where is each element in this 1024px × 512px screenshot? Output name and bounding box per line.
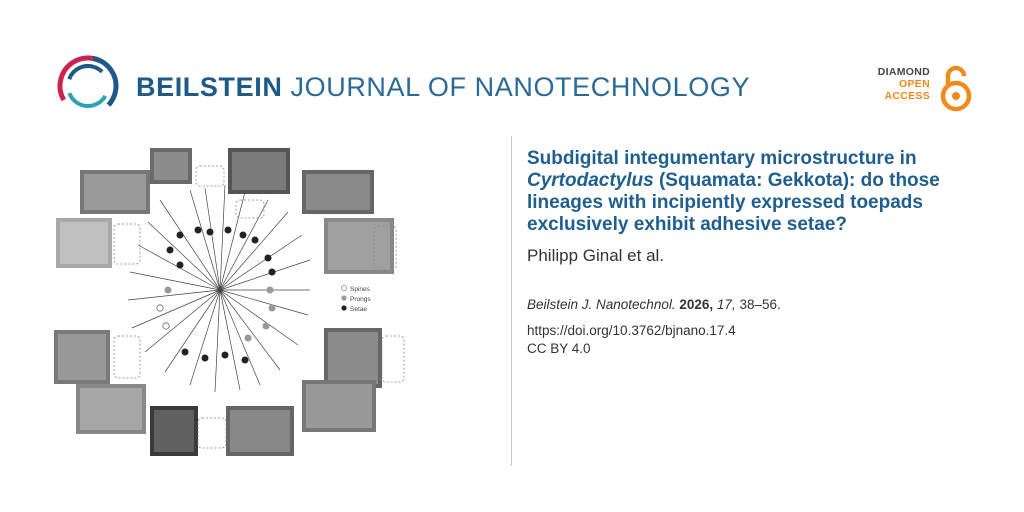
- diamond-open-access-badge: [836, 64, 976, 124]
- journal-name-light: JOURNAL OF NANOTECHNOLOGY: [290, 72, 751, 102]
- title-italic: Cyrtodactylus: [527, 170, 654, 191]
- journal-name-bold: BEILSTEIN: [136, 72, 283, 102]
- journal-header: [56, 54, 976, 118]
- sem-panel-bottom-left: [76, 384, 146, 434]
- open-lock-icon: [936, 64, 976, 112]
- oa-line-open: OPEN: [899, 78, 930, 90]
- sem-panel-bottom-right: [302, 380, 376, 432]
- article-license: CC BY 4.0: [527, 341, 591, 356]
- citation-volume: 17,: [716, 297, 736, 312]
- sem-panel-top-2: [228, 148, 290, 194]
- article-authors: Philipp Ginal et al.: [527, 246, 665, 265]
- sem-panel-top-1: [150, 148, 192, 184]
- article-doi-link[interactable]: https://doi.org/10.3762/bjnano.17.4: [527, 323, 736, 338]
- citation-year: 2026,: [679, 297, 714, 312]
- sem-panel-bottom-1: [150, 406, 198, 456]
- title-part-2: (Squamata: Gekkota): do those lineages with incipiently expressed toepads exclusively exhibit adhesive setae?: [527, 170, 940, 235]
- vertical-divider: [511, 136, 512, 466]
- legend-setae: Setae: [350, 306, 367, 313]
- legend-prongs: Prongs: [350, 296, 371, 303]
- journal-logo-icon: [56, 54, 120, 118]
- sem-panel-right-2: [324, 328, 382, 388]
- figure-legend: [341, 285, 371, 313]
- article-title: [527, 148, 997, 236]
- sem-panel-left-1: [56, 218, 112, 268]
- legend-spines: Spines: [350, 286, 370, 293]
- article-citation: [527, 296, 997, 314]
- sem-panel-left-2: [54, 330, 110, 384]
- title-part-1: Subdigital integumentary microstructure in: [527, 148, 917, 169]
- journal-name: [136, 72, 750, 102]
- oa-line-diamond: DIAMOND: [877, 66, 930, 78]
- sem-panel-bottom-2: [226, 406, 294, 456]
- article-info: [527, 148, 997, 358]
- citation-pages: 38–56.: [739, 297, 781, 312]
- graphical-abstract-figure: [40, 140, 480, 470]
- sem-panel-top-right: [302, 170, 374, 214]
- sem-panel-top-left: [80, 170, 150, 214]
- oa-line-access: ACCESS: [884, 90, 930, 102]
- citation-journal: Beilstein J. Nanotechnol.: [527, 297, 676, 312]
